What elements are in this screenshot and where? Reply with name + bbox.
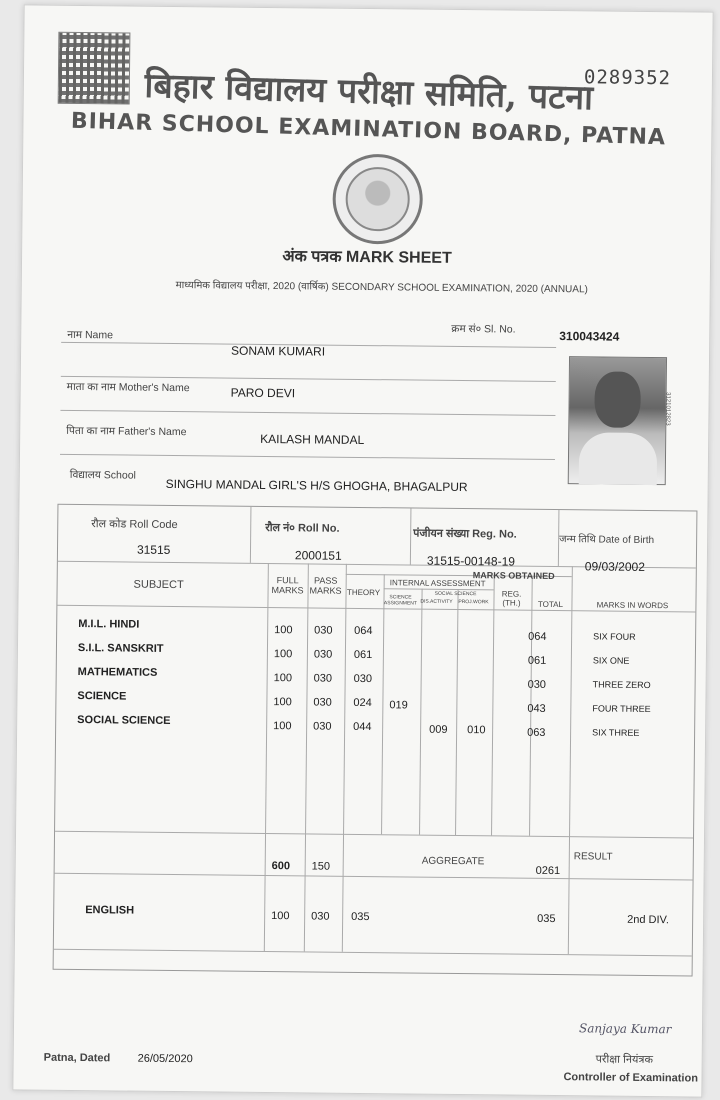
aggregate-label: AGGREGATE (421, 855, 485, 868)
english-theory: 035 (351, 910, 370, 924)
dob-label: जन्म तिथि Date of Birth (559, 534, 655, 547)
result-label: RESULT (573, 851, 613, 863)
header-full-marks: FULL MARKS (271, 575, 304, 596)
header-marks-in-words: MARKS IN WORDS (596, 600, 669, 611)
table-row: MATHEMATICS 100 030 030 030 THREE ZERO (77, 666, 651, 691)
english-pass: 030 (311, 910, 330, 923)
roll-code-value: 31515 (136, 542, 171, 557)
table-row: SOCIAL SCIENCE 100 030 044 009 010 063 SIX THREE (77, 714, 640, 739)
header-subject: SUBJECT (133, 578, 184, 592)
roll-no-label: रौल नं० Roll No. (265, 521, 340, 535)
school-label: विद्यालय School (69, 468, 136, 482)
result-value: 2nd DIV. (627, 913, 670, 927)
header-reg-th: REG. (TH.) (501, 589, 522, 608)
aggregate-pass: 150 (311, 860, 331, 873)
photo-code: 3121012823 (664, 392, 671, 426)
marks-table (53, 504, 698, 977)
candidate-photo (568, 356, 667, 485)
dob-value: 09/03/2002 (584, 559, 645, 574)
header-ia-science: SCIENCE ASSIGNMENT (383, 594, 418, 607)
board-seal-icon (332, 154, 423, 245)
reg-no-label: पंजीयन संख्या Reg. No. (413, 527, 517, 541)
controller-title-hindi: परीक्षा नियंत्रक (595, 1053, 653, 1067)
header-ia-social-a: DIS.ACTIVITY (420, 598, 453, 605)
page-title: अंक पत्रक MARK SHEET (282, 248, 452, 267)
sl-no-value: 310043424 (559, 329, 620, 344)
aggregate-full: 600 (271, 860, 291, 873)
exam-name: माध्यमिक विद्यालय परीक्षा, 2020 (वार्षिक) SECONDARY SCHOOL EXAMINATION, 2020 (ANNUAL) (175, 280, 588, 296)
roll-code-label: रौल कोड Roll Code (91, 518, 178, 532)
table-row: S.I.L. SANSKRIT 100 030 061 061 SIX ONE (77, 642, 630, 667)
mother-name-label: माता का नाम Mother's Name (66, 380, 190, 395)
header-internal-assessment: INTERNAL ASSESSMENT (389, 578, 486, 589)
sl-no-label: क्रम सं० Sl. No. (451, 322, 516, 336)
serial-number: 0289352 (583, 66, 672, 90)
aggregate-total: 0261 (535, 864, 561, 878)
mother-name: PARO DEVI (230, 385, 296, 401)
controller-signature: Sanjaya Kumar (578, 1021, 672, 1037)
school-name: SINGHU MANDAL GIRL'S H/S GHOGHA, BHAGALPUR (165, 476, 468, 495)
roll-no-value: 2000151 (294, 548, 342, 563)
board-name-hindi: बिहार विद्यालय परीक्षा समिति, पटना (144, 65, 594, 119)
father-name: KAILASH MANDAL (260, 431, 365, 448)
english-total: 035 (537, 912, 556, 926)
father-name-label: पिता का नाम Father's Name (66, 424, 187, 439)
english-full: 100 (271, 910, 290, 923)
candidate-name: SONAM KUMARI (231, 343, 326, 359)
reg-no-value: 31515-00148-19 (426, 553, 516, 569)
controller-title-english: Controller of Examination (563, 1071, 699, 1085)
header-marks-obtained: MARKS OBTAINED (472, 570, 555, 582)
board-name-english: BIHAR SCHOOL EXAMINATION BOARD, PATNA (70, 108, 667, 151)
place-label: Patna, Dated (43, 1051, 111, 1065)
issue-date: 26/05/2020 (137, 1052, 193, 1066)
header-pass-marks: PASS MARKS (309, 575, 342, 596)
header-ia-social: SOCIAL SCIENCE (434, 590, 477, 598)
header-total: TOTAL (537, 599, 564, 610)
table-row: SCIENCE 100 030 024 019 043 FOUR THREE (77, 690, 651, 715)
english-subject: ENGLISH (85, 904, 135, 917)
name-label: नाम Name (67, 328, 114, 342)
header-theory: THEORY (346, 587, 381, 598)
mark-sheet (12, 4, 713, 1097)
header-ia-social-b: PROJ.WORK (458, 599, 489, 606)
table-row: M.I.L. HINDI 100 030 064 064 SIX FOUR (78, 618, 636, 643)
